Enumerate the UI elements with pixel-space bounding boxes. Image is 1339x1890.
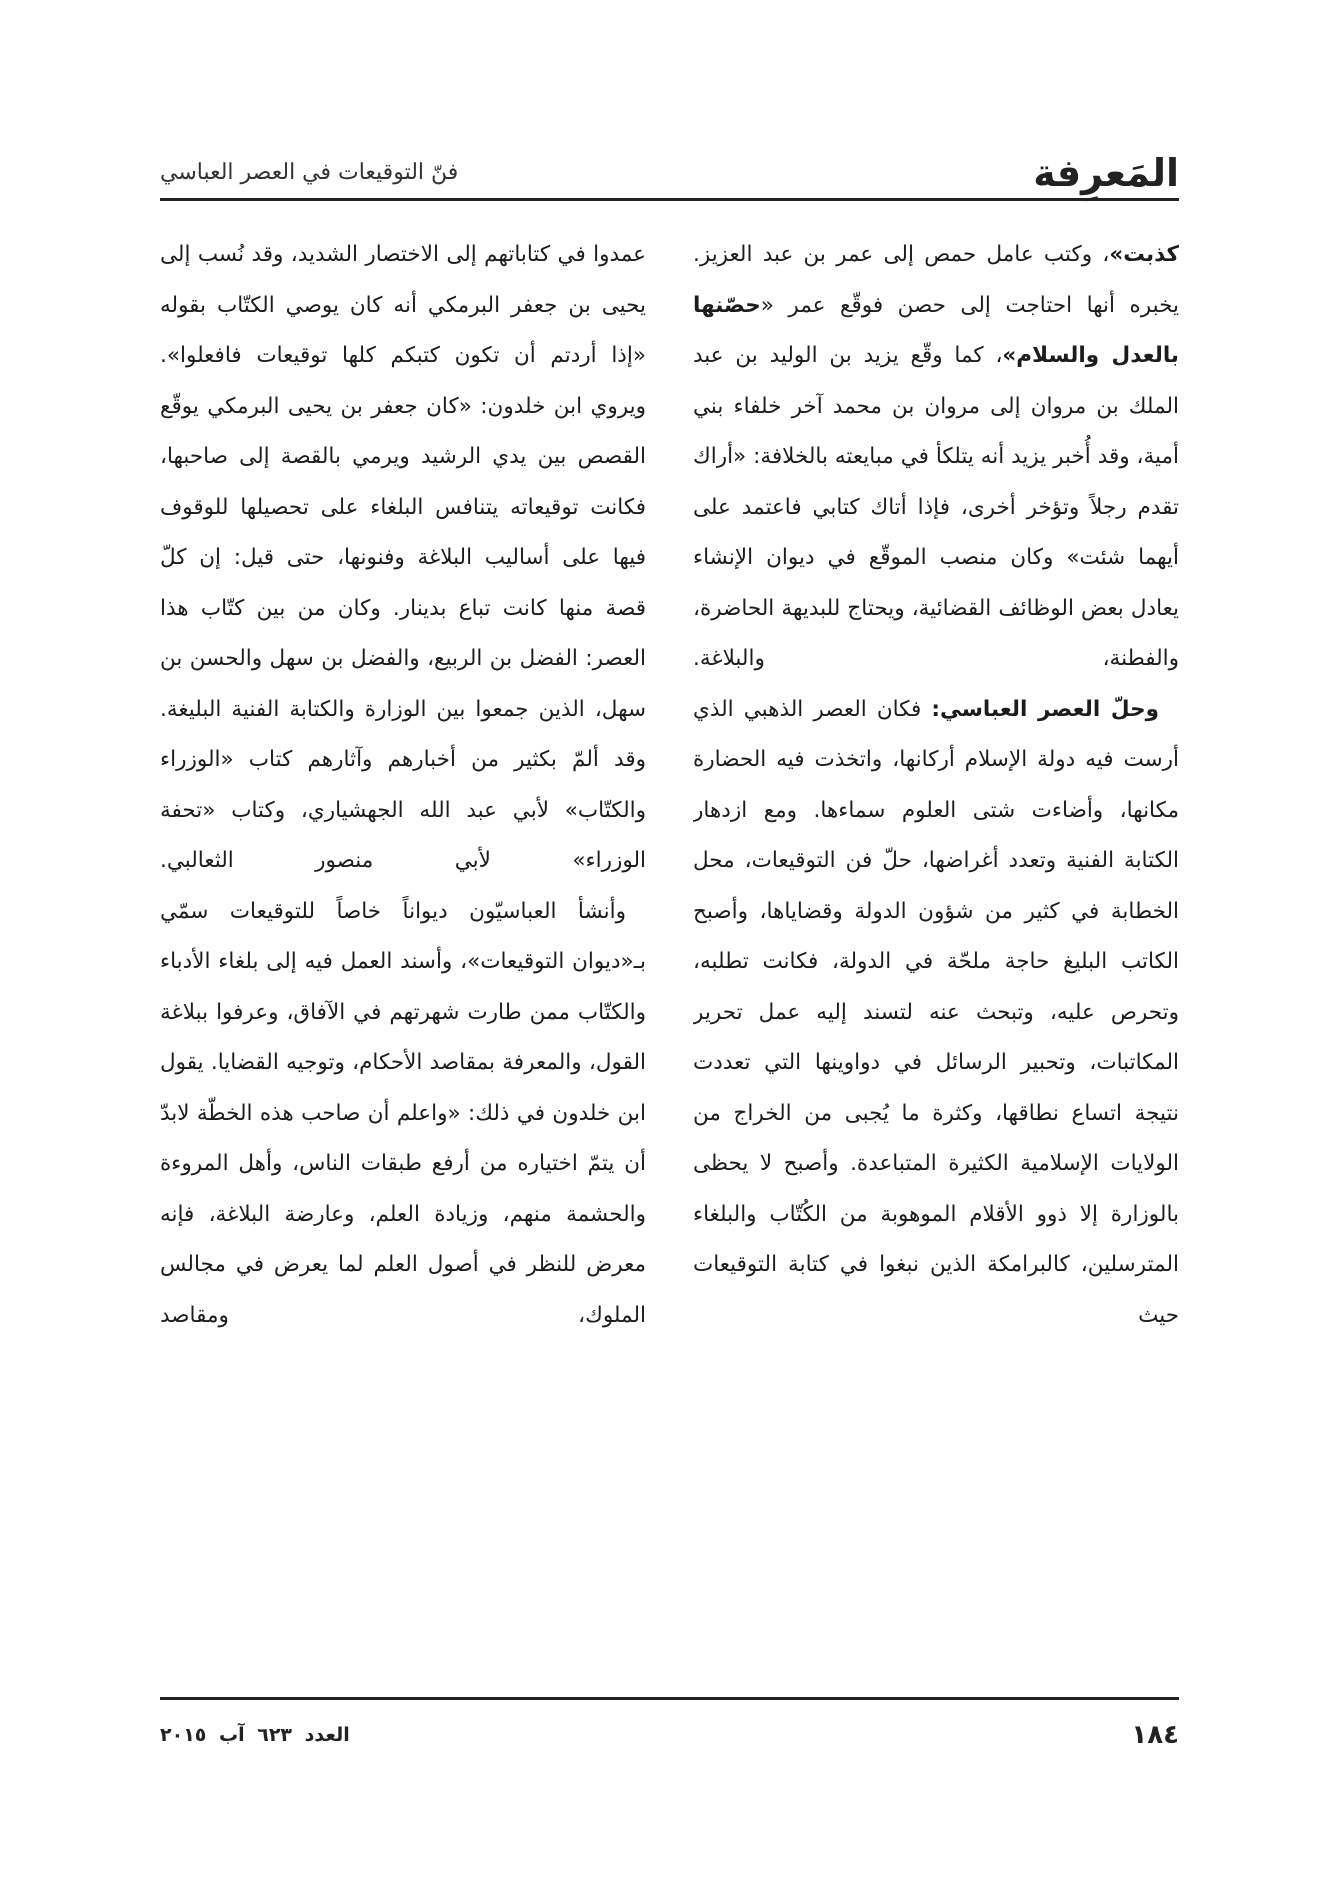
bold-quote: حصّنها بالعدل والسلام»: [693, 292, 1179, 368]
header-rule: [160, 198, 1179, 201]
page-number: ١٨٤: [1131, 1720, 1179, 1750]
section-lead: وحلّ العصر العباسي:: [931, 696, 1159, 722]
paragraph: [693, 685, 1179, 1342]
running-title: فنّ التوقيعات في العصر العباسي: [160, 160, 459, 185]
body-text: فكان العصر الذهبي الذي أرست فيه دولة الإسلام أركانها، واتخذت فيه الحضارة مكانها، وأضاءت شتى العلوم سماءها. ومع ازدهار الكتابة الفنية وتعدد أغراضها، حلّ فن التوقيعات، محل الخطابة في كثير من شؤون الدولة وقضاياها، وأصبح الكاتب البليغ حاجة ملحّة في الدولة، فكانت تطلبه، وتحرص عليه، وتبحث عنه لتسند إليه عمل تحرير المكاتبات، وتحبير الرسائل في دواوينها التي تعددت نتيجة اتساع نطاقها، وكثرة ما يُجبى من الخراج من الولايات الإسلامية الكثيرة المتباعدة. وأصبح لا يحظى بالوزارة إلا ذوو الأقلام الموهوبة من الكُتّاب والبلغاء المترسلين، كالبرامكة الذين نبغوا في كتابة التوقيعات حيث: [693, 696, 1179, 1328]
footer-rule: [160, 1697, 1179, 1700]
left-column: [160, 230, 646, 1685]
page-footer: [160, 1718, 1179, 1758]
page-header: [160, 150, 1179, 200]
paragraph: [693, 230, 1179, 685]
paragraph: وأنشأ العباسيّون ديواناً خاصاً للتوقيعات سمّي بـ«ديوان التوقيعات»، وأسند العمل فيه إلى بلغاء الأدباء والكتّاب ممن طارت شهرتهم في الآفاق، وعرفوا ببلاغة القول، والمعرفة بمقاصد الأحكام، وتوجيه القضايا. يقول ابن خلدون في ذلك: «واعلم أن صاحب هذه الخطّة لابدّ أن يتمّ اختياره من أرفع طبقات الناس، وأهل المروءة والحشمة منهم، وزيادة العلم، وعارضة البلاغة، فإنه معرض للنظر في أصول العلم لما يعرض في مجالس الملوك، ومقاصد: [160, 898, 646, 1328]
issue-info: العدد ٦٢٣ آب ٢٠١٥: [160, 1724, 350, 1746]
right-column: [693, 230, 1179, 1685]
body-text: ، كما وقّع يزيد بن الوليد بن عبد الملك بن مروان إلى مروان بن محمد آخر خلفاء بني أمية، وقد أُخبر يزيد أنه يتلكأ في مبايعته بالخلافة: «أراك تقدم رجلاً وتؤخر أخرى، فإذا أتاك كتابي فاعتمد على أيهما شئت» وكان منصب الموقّع في ديوان الإنشاء يعادل بعض الوظائف القضائية، ويحتاج للبديهة الحاضرة، والفطنة، والبلاغة.: [693, 343, 1179, 671]
bold-text: كذبت»: [1109, 242, 1179, 267]
body-text: ، وكتب عامل حمص إلى عمر بن عبد العزيز. يخبره أنها احتاجت إلى حصن فوقّع عمر «: [693, 242, 1179, 318]
paragraph: عمدوا في كتاباتهم إلى الاختصار الشديد، وقد نُسب إلى يحيى بن جعفر البرمكي أنه كان يوصي الكتّاب بقوله «إذا أردتم أن تكون كتبكم كلها توقيعات فافعلوا». ويروي ابن خلدون: «كان جعفر بن يحيى البرمكي يوقّع القصص بين يدي الرشيد ويرمي بالقصة إلى صاحبها، فكانت توقيعاته يتنافس البلغاء على تحصيلها للوقوف فيها على أساليب البلاغة وفنونها، حتى قيل: إن كلّ قصة منها كانت تباع بدينار. وكان من بين كتّاب هذا العصر: الفضل بن الربيع، والفضل بن سهل والحسن بن سهل، الذين جمعوا بين الوزارة والكتابة الفنية البليغة. وقد ألمّ بكثير من أخبارهم وآثارهم كتاب «الوزراء والكتّاب» لأبي عبد الله الجهشياري، وكتاب «تحفة الوزراء» لأبي منصور الثعالبي.: [160, 242, 646, 873]
magazine-masthead: المَعرِفة: [1033, 151, 1179, 195]
